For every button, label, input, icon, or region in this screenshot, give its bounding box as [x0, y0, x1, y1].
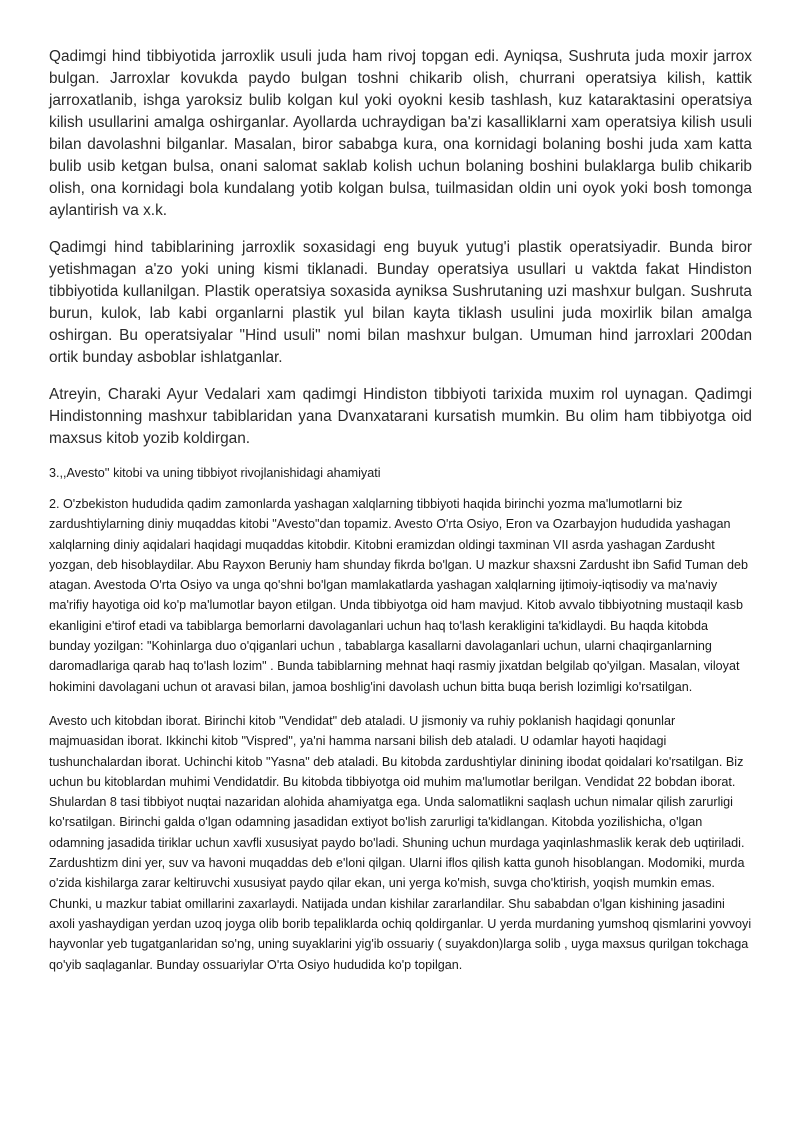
paragraph-plastik-operatsiya: Qadimgi hind tabiblarining jarroxlik soxasidagi eng buyuk yutug'i plastik operatsiyadir. Bunda biror yetishmagan a'zo yoki uning kismi tiklanadi. Bunday operatsiya usullari u vaktda fakat Hindiston tibbiyotida kullanilgan. Plastik operatsiya soxasida ayniksa Sushrutaning uzi mashxur bulgan. Sushruta burun, kulok, lab kabi organlarni plastik yul bilan kayta tiklash usulini juda moxirlik bilan amalga oshirgan. Bu operatsiyalar "Hind usuli" nomi bilan mashxur bulgan. Umuman hind jarroxlari 200dan ortik bunday asboblar ishlatganlar. [49, 239, 752, 366]
document-page [49, 46, 752, 989]
paragraph-hind-jarroxlik: Qadimgi hind tibbiyotida jarroxlik usuli juda ham rivoj topgan edi. Ayniqsa, Sushruta juda moxir jarrox bulgan. Jarroxlar kovukda paydo bulgan toshni chikarib olish, churrani operatsiya kilish, kattik jarroxatlanib, ishga yaroksiz bulib kolgan kul yoki oyokni kesib tashlash, kuz kataraktasini operatsiya kilish usullarini amalga oshirganlar. Ayollarda uchraydigan ba'zi kasalliklarni xam operatsiya kilish usuli bilan davolashni bilganlar. Masalan, biror sababga kura, ona kornidagi bolaning boshi juda xam katta bulib usib ketgan bulsa, onani salomat saklab kolish uchun bolaning boshini bulaklarga bulib chikarib olish, ona kornidagi bola kundalang yotib kolgan bulsa, tuilmasidan oldin uni oyok yoki bosh tomonga aylantirish va x.k. [49, 48, 752, 219]
paragraph-avesto-books: Avesto uch kitobdan iborat. Birinchi kitob "Vendidat" deb ataladi. U jismoniy va ruhiy poklanish haqidagi qonunlar majmuasidan iborat. Ikkinchi kitob "Vispred", ya'ni hamma narsani bilish deb ataladi. U odamlar hayoti haqidagi tushunchalardan iborat. Uchinchi kitob "Yasna" deb ataladi. Bu kitobda zardushtiylar dinining ibodat qoidalari ko'rsatilgan. Biz uchun bu kitoblardan muhimi Vendidatdir. Bu kitobda tibbiyotga oid muhim ma'lumotlar berilgan. Vendidat 22 bobdan iborat. Shulardan 8 tasi tibbiyot nuqtai nazaridan alohida ahamiyatga ega. Unda salomatlikni saqlash uchun nimalar qilish zarurligi ko'rsatilgan. Birinchi galda o'lgan odamning jasadidan extiyot bo'lish zarurligi ta'kidlangan. Kitobda yozilishicha, o'lgan odamning jasadida tiriklar uchun xavfli xususiyat paydo bo'ladi. Shuning uchun murdaga yaqinlashmaslik kerak deb uqtiriladi. Zardushtizm dini yer, suv va havoni muqaddas deb e'loni qilgan. Ularni iflos qilish katta gunoh hisoblangan. Modomiki, murda o'zida kishilarga zarar keltiruvchi xususiyat paydo qilar ekan, uni yerga ko'mish, suvga cho'ktirish, yoqish mumkin emas. Chunki, u mazkur tabiat omillarini zaxarlaydi. Natijada undan kishilar zararlandilar. Shu sababdan o'lgan kishining jasadini axoli yashaydigan yerdan uzoq joyga olib borib tepaliklarda ochiq qoldirganlar. U yerda murdaning yumshoq qismlarini yovvoyi hayvonlar yeb tugatganlaridan so'ng, uning suyaklarini yig'ib ossuariy ( suyakdon)larga solib , uyga maxsus qurilgan tokchaga qo'yib saqlaganlar. Bunday ossuariylar O'rta Osiyo hududida ko'p topilgan. [49, 713, 752, 972]
paragraph-ayur-veda: Atreyin, Charaki Ayur Vedalari xam qadimgi Hindiston tibbiyoti tarixida muxim rol uynagan. Qadimgi Hindistonning mashxur tabiblaridan yana Dvanxatarani kursatish mumkin. Bu olim ham tibbiyotga oid maxsus kitob yozib koldirgan. [49, 386, 752, 447]
paragraph-avesto-intro: 2. O'zbekiston hududida qadim zamonlarda yashagan xalqlarning tibbiyoti haqida birinchi yozma ma'lumotlarni biz zardushtiylarning diniy muqaddas kitobi "Avesto"dan topamiz. Avesto O'rta Osiyo, Eron va Ozarbayjon hududida yashagan xalqlarning diniy aqidalari haqidagi muqaddas kitobdir. Kitobni eramizdan oldingi taxminan VII asrda yashagan Zardusht yozgan, deb hisoblaydilar. Abu Rayxon Beruniy ham shunday fikrda bo'lgan. U mazkur shaxsni Zardusht ibn Safid Tuman deb atagan. Avestoda O'rta Osiyo va unga qo'shni bo'lgan mamlakatlarda yashagan xalqlarning ijtimoiy-iqtisodiy va ma'naviy ma'rifiy hayotiga oid ko'p ma'lumotlar bayon etilgan. Unda tibbiyotga oid ham mavjud. Kitob avvalo tibbiyotning mustaqil kasb ekanligini e'tirof etadi va tabiblarga bemorlarni davolaganlari uchun haq to'lash kerakligini ta'kidlaydi. Bu haqda kitobda bunday yozilgan: "Kohinlarga duo o'qiganlari uchun , tabablarga kasallarni davolaganlari uchun, ularni chaqirganlarning daromadlariga qarab haq to'lash lozim" . Bunda tabiblarning mehnat haqi rasmiy jixatdan belgilab qo'yilgan. Masalan, viloyat hokimini davolagani uchun ot aravasi bilan, jamoa boshlig'ini davolash uchun bitta buqa berish lozimligi ko'rsatilgan. [49, 497, 748, 694]
section-heading-avesto: 3.,,Avesto'' kitobi va uning tibbiyot rivojlanishidagi ahamiyati [49, 466, 381, 480]
